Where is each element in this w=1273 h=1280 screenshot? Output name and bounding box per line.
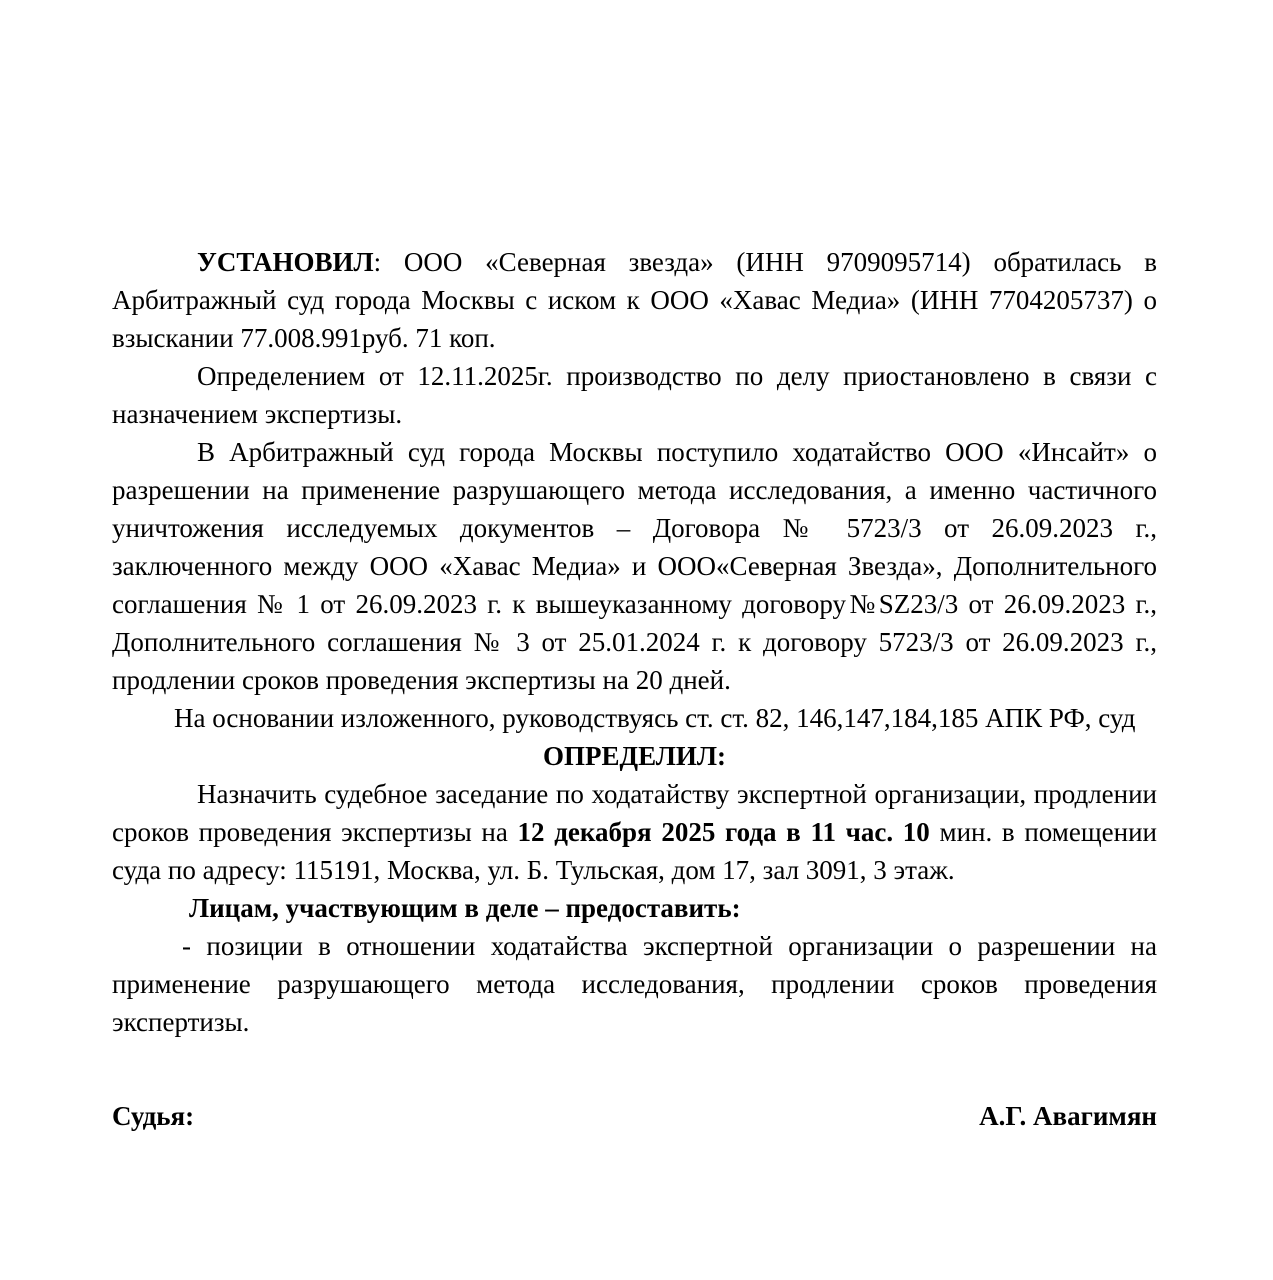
ruling-text-block [112,243,1157,1135]
paragraph-motion [112,433,1157,699]
opredelil-heading [112,737,1157,775]
opredelil-heading-text: ОПРЕДЕЛИЛ: [543,741,726,771]
hearing-text-after: мин. в помещении суда по адресу: 115191, Москва, ул. Б. Тульская, дом 17, зал 3091, 3 этаж. [112,817,1157,885]
hearing-date-bold: 12 декабря 2025 года в 11 час. 10 [517,817,930,847]
hearing-text-before: Назначить судебное заседание по ходатайству экспертной организации, продлении сроков проведения экспертизы на [112,779,1157,847]
paragraph-ustanovil [112,243,1157,357]
judge-name: А.Г. Авагимян [979,1101,1157,1131]
positions-text: - позиции в отношении ходатайства экспертной организации о разрешении на применение разрушающего метода исследования, продлении сроков проведения экспертизы. [112,931,1157,1037]
ustanovil-label: УСТАНОВИЛ [197,247,374,277]
judge-label: Судья: [112,1101,195,1131]
ustanovil-text: : ООО «Северная звезда» (ИНН 9709095714) обратилась в Арбитражный суд города Москвы с иском к ООО «Хавас Медиа» (ИНН 7704205737) о взыскании 77.008.991руб. 71 коп. [112,247,1157,353]
signature-row [112,1097,1157,1135]
provide-heading-text: Лицам, участвующим в деле – предоставить: [189,893,741,923]
paragraph-suspension [112,357,1157,433]
paragraph-hearing [112,775,1157,889]
paragraph-provide-heading [112,889,1157,927]
suspension-text: Определением от 12.11.2025г. производство по делу приостановлено в связи с назначением экспертизы. [112,361,1157,429]
paragraph-basis [112,699,1157,737]
basis-text: На основании изложенного, руководствуясь ст. ст. 82, 146,147,184,185 АПК РФ, суд [174,703,1136,733]
paragraph-positions [112,927,1157,1041]
motion-text: В Арбитражный суд города Москвы поступило ходатайство ООО «Инсайт» о разрешении на применение разрушающего метода исследования, а именно частичного уничтожения исследуемых документов – Договора № 5723/3 от 26.09.2023 г., заключенного между ООО «Хавас Медиа» и ООО«Северная Звезда», Дополнительного соглашения № 1 от 26.09.2023 г. к вышеуказанному договору№SZ23/3 от 26.09.2023 г., Дополнительного соглашения № 3 от 25.01.2024 г. к договору 5723/3 от 26.09.2023 г., продлении сроков проведения экспертизы на 20 дней. [112,437,1157,695]
